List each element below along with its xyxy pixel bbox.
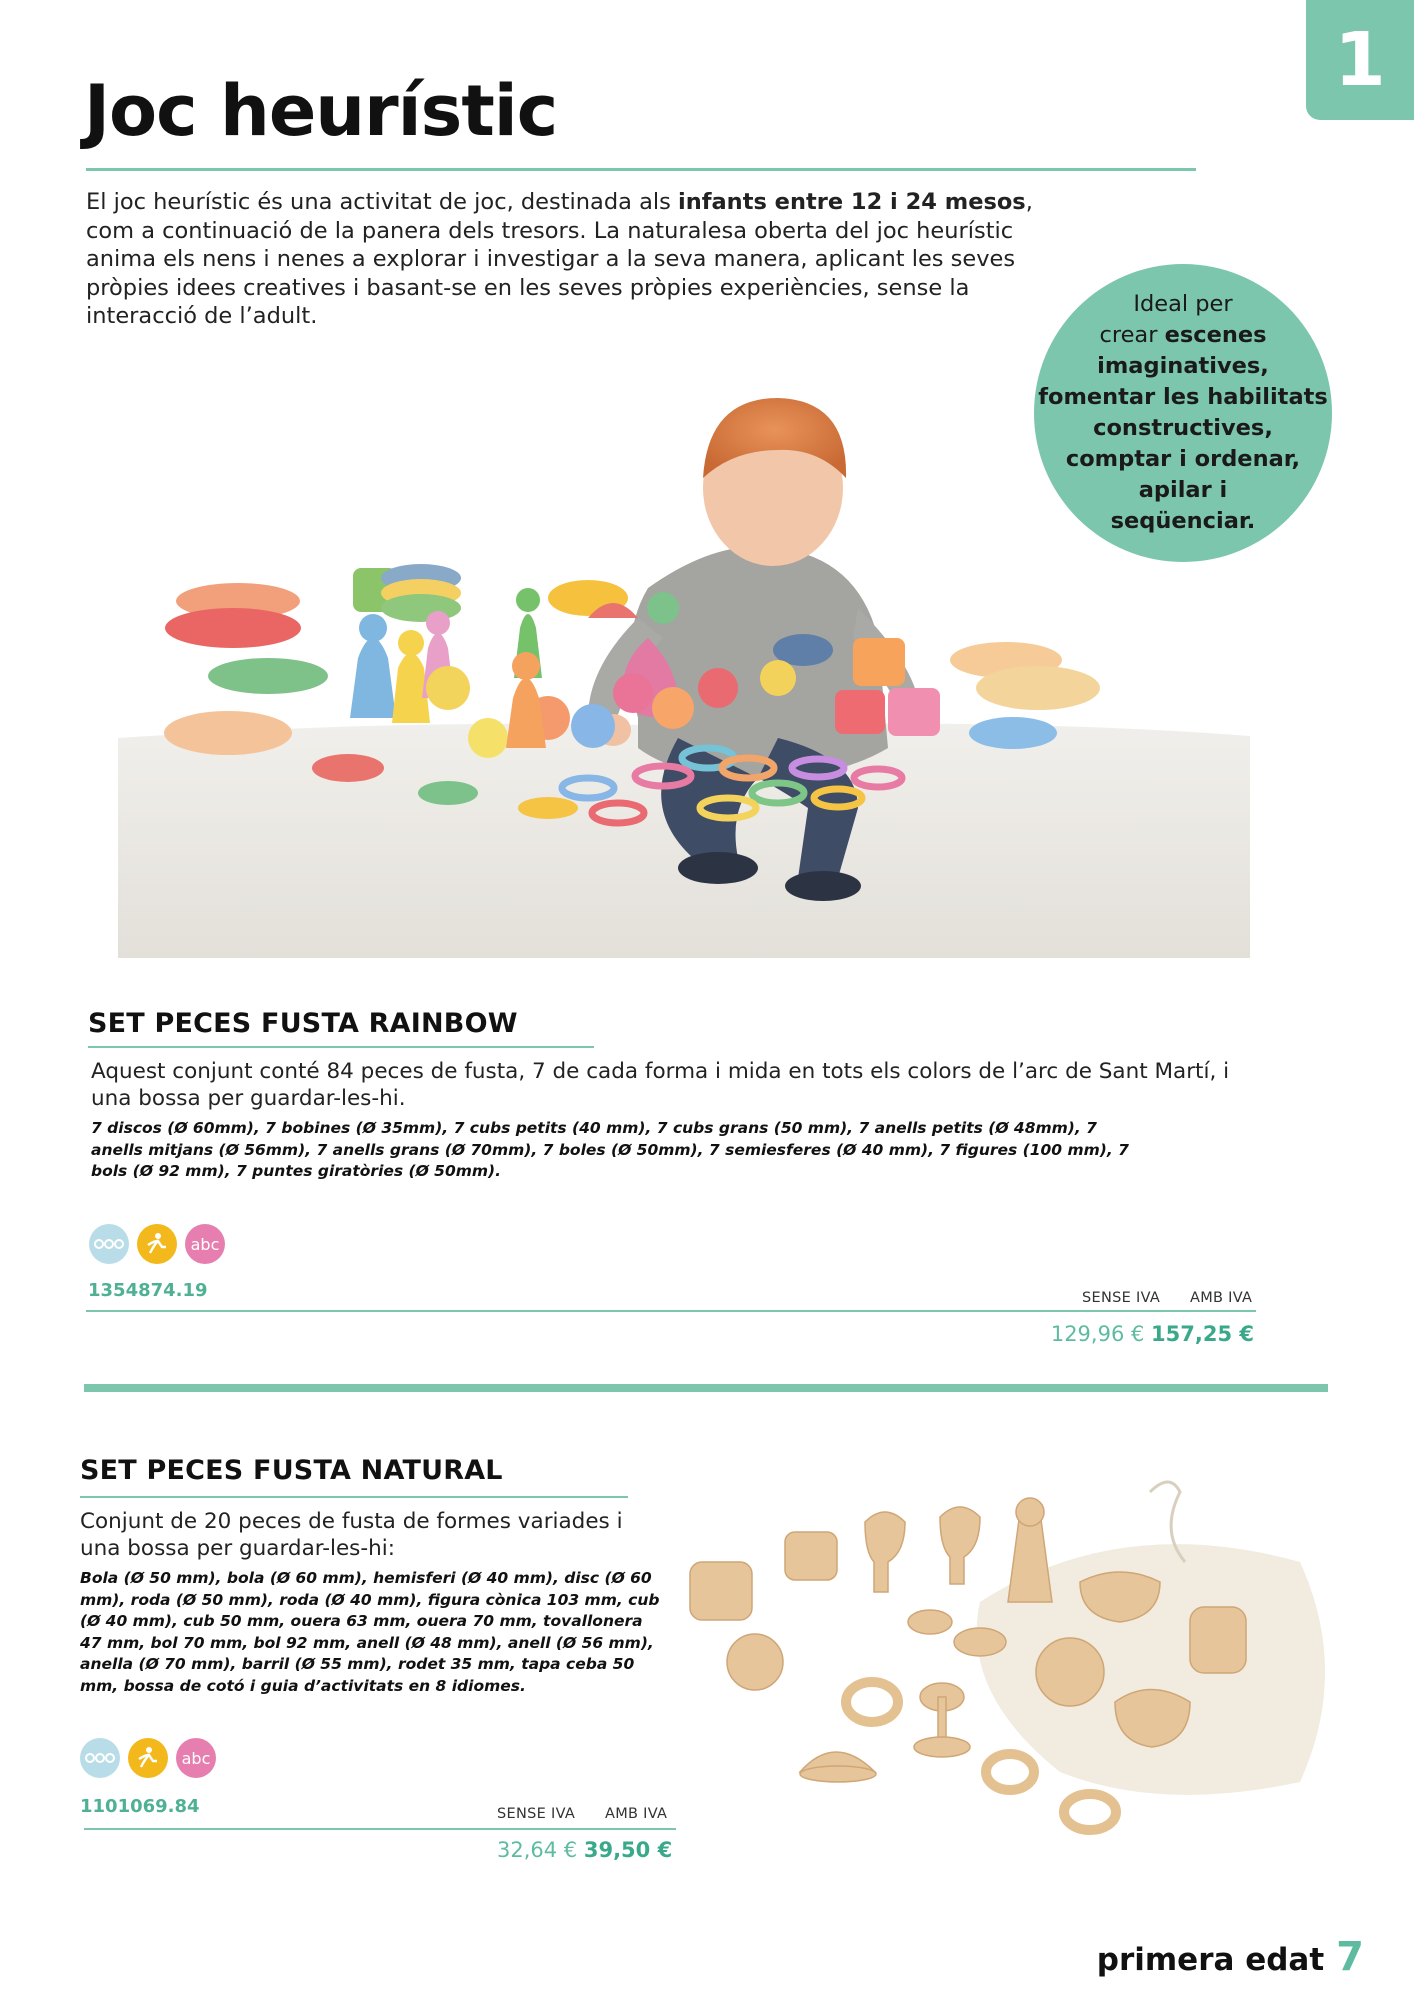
- product-2-specs: Bola (Ø 50 mm), bola (Ø 60 mm), hemisferi (Ø 40 mm), disc (Ø 60 mm), roda (Ø 50 mm), roda (Ø 40 mm), figura cònica 103 mm, cub (Ø 40 mm), cub 50 mm, ouera 63 mm, ouera 70 mm, tovallonera 47 mm, bol 70 mm, bol 92 mm, anell (Ø 48 mm), anell (Ø 56 mm), anella (Ø 70 mm), barril (Ø 55 mm), rodet 35 mm, tapa ceba 50 mm, bossa de cotó i guia d’activitats en 8 idiomes.: [80, 1569, 660, 1695]
- footer-section-label: primera edat: [1096, 1942, 1325, 1978]
- bubble-line-1: Ideal per: [1133, 291, 1233, 317]
- page-title: Joc heurístic: [84, 70, 558, 152]
- product-1-title: SET PECES FUSTA RAINBOW: [88, 1008, 518, 1039]
- natural-set-photo: [680, 1472, 1350, 1862]
- product-2-price-net: 32,64 €: [497, 1838, 578, 1862]
- bubble-line-7: apilar i: [1138, 477, 1228, 503]
- abc-icon: abc: [185, 1224, 225, 1264]
- bubble-line-5: constructives,: [1093, 415, 1273, 441]
- product-1-price-net: 129,96 €: [1050, 1322, 1145, 1346]
- bubble-line-2-plain: crear: [1099, 322, 1165, 348]
- chapter-tab: 1: [1306, 0, 1414, 120]
- product-2-label-net: SENSE IVA: [497, 1806, 576, 1822]
- bubble-line-3: imaginatives,: [1097, 353, 1269, 379]
- sensory-icon: [89, 1224, 129, 1264]
- sensory-icon: [80, 1738, 120, 1778]
- benefits-bubble: [1034, 264, 1332, 562]
- product-1-label-net: SENSE IVA: [1082, 1290, 1161, 1306]
- product-1-price-rule: [86, 1310, 1256, 1312]
- product-2-label-gross: AMB IVA: [605, 1806, 668, 1822]
- product-1-description: Aquest conjunt conté 84 peces de fusta, 7 de cada forma i mida en tots els colors de l’arc de Sant Martí, i una bossa per guardar-les-hi.: [91, 1059, 1230, 1111]
- page-footer: [1097, 1934, 1364, 1980]
- product-2-icon-row: [80, 1738, 216, 1778]
- product-2-title: SET PECES FUSTA NATURAL: [80, 1455, 503, 1486]
- product-1-specs: 7 discos (Ø 60mm), 7 bobines (Ø 35mm), 7 cubs petits (40 mm), 7 cubs grans (50 mm), 7 anells petits (Ø 48mm), 7 anells mitjans (Ø 56mm), 7 anells grans (Ø 70mm), 7 boles (Ø 50mm), 7 semiesferes (Ø 40 mm), 7 figures (100 mm), 7 bols (Ø 92 mm), 7 puntes giratòries (Ø 50mm).: [91, 1119, 1129, 1180]
- product-1-title-rule: [88, 1046, 594, 1048]
- section-divider: [84, 1384, 1328, 1392]
- intro-text-1: El joc heurístic és una activitat de joc, destinada als: [86, 189, 678, 215]
- bubble-line-6: comptar i ordenar,: [1065, 446, 1301, 472]
- product-2-code: 1101069.84: [80, 1796, 200, 1817]
- page-number: 7: [1336, 1934, 1364, 1980]
- abc-icon: abc: [176, 1738, 216, 1778]
- title-divider: [86, 168, 1196, 171]
- bubble-line-2-bold: escenes: [1164, 322, 1267, 348]
- motor-skills-icon: [128, 1738, 168, 1778]
- intro-paragraph: [86, 188, 1046, 331]
- intro-text-2: , com a continuació de la panera dels tresors. La naturalesa oberta del joc heurístic anima els nens i nenes a explorar i investigar a la seva manera, aplicant les seves pròpies idees creatives i basant-se en les seves pròpies experiències, sense la interacció de l’adult.: [86, 189, 1033, 329]
- product-1-icon-row: [89, 1224, 225, 1264]
- product-2-price-rule: [84, 1828, 676, 1830]
- bubble-line-8: seqüenciar.: [1110, 508, 1256, 534]
- product-1-code: 1354874.19: [88, 1280, 208, 1301]
- product-2-title-rule: [80, 1496, 628, 1498]
- product-1-label-gross: AMB IVA: [1190, 1290, 1253, 1306]
- product-1-price-gross: 157,25 €: [1151, 1322, 1254, 1346]
- product-2-price: [497, 1838, 672, 1862]
- product-1-price: [1051, 1322, 1254, 1346]
- product-2-price-gross: 39,50 €: [583, 1838, 673, 1862]
- product-2-description: Conjunt de 20 peces de fusta de formes variades i una bossa per guardar-les-hi:: [80, 1509, 623, 1561]
- bubble-line-4: fomentar les habilitats: [1038, 384, 1328, 410]
- bubble-line-2: [1038, 320, 1328, 351]
- intro-age-highlight: infants entre 12 i 24 mesos: [677, 189, 1026, 215]
- motor-skills-icon: [137, 1224, 177, 1264]
